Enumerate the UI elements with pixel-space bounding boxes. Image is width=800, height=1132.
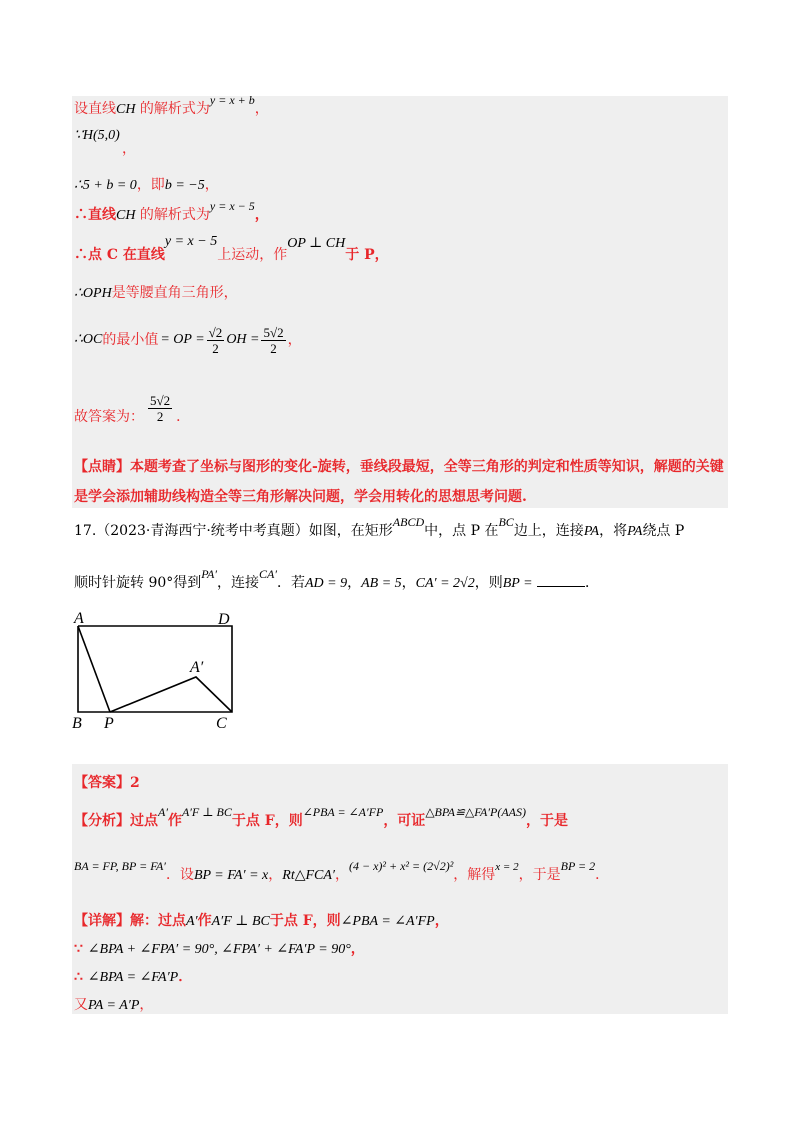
problem-source: （2023·青海西宁·统考中考真题） [96, 523, 309, 539]
math: AD = 9 [304, 576, 348, 591]
math: A′F ⊥ BC [181, 805, 232, 819]
numerator: √2 [208, 324, 223, 340]
solution-line-7 [74, 320, 302, 360]
math: b = −5 [164, 178, 205, 193]
math: Rt△FCA′ [282, 868, 335, 883]
text: ，将 [599, 523, 628, 539]
math: ∵H(5,0) [74, 128, 120, 143]
text: 的最小值 [102, 332, 159, 348]
solution-line-6 [74, 284, 238, 303]
math: y = x − 5 [164, 234, 218, 249]
text: ，可证 [383, 813, 426, 829]
text: ． [178, 969, 193, 985]
text: ． [176, 409, 191, 425]
math: AB = 5 [361, 576, 402, 591]
text: 顺时针旋转 90°得到 [74, 575, 202, 591]
math: CH [116, 208, 136, 223]
solution-line-2 [74, 126, 120, 145]
label-b: B [72, 715, 82, 732]
math: A′ [158, 805, 168, 819]
solution-line-1 [74, 93, 269, 119]
numerator: 5√2 [150, 393, 171, 408]
text: ， [139, 997, 154, 1013]
text: ， [254, 101, 269, 117]
math: A′F ⊥ BC [211, 914, 270, 929]
math: ∴5 + b = 0 [74, 178, 137, 193]
denominator: 2 [156, 409, 164, 424]
text: ， [254, 207, 269, 223]
math: △BPA≌△FA′P(AAS) [425, 805, 526, 819]
solution-line-2-end [122, 140, 136, 158]
text: 设直线 [74, 101, 116, 117]
text: ， [347, 575, 362, 591]
math: BA = FP, BP = FA′ [74, 859, 166, 873]
fraction [148, 393, 172, 424]
text: 如图，在矩形 [308, 523, 393, 539]
text: 过点 [130, 813, 158, 829]
solution-line-3 [74, 176, 219, 195]
math: BP = FA′ = x [193, 868, 269, 883]
label-a: A [74, 610, 84, 627]
label-d: D [218, 611, 230, 628]
answer-blank[interactable] [537, 574, 585, 587]
answer-value: 2 [130, 775, 140, 791]
math: OP ⊥ CH [287, 236, 346, 251]
text: 解：过点 [130, 913, 186, 929]
segment-pa [78, 626, 110, 712]
text: ． [595, 867, 610, 883]
math: ∴OPH [74, 286, 112, 301]
comment-label: 【点睛】 [74, 459, 130, 475]
text: 本题考查了坐标与图形的变化-旋转，垂线段最短，全等三角形的判定和性质等知识，解题的关键 [130, 459, 724, 475]
fraction [207, 325, 225, 356]
label-c: C [216, 715, 227, 732]
detail-label: 【详解】 [74, 913, 130, 929]
analysis-line-1 [74, 805, 568, 830]
text: 作 [167, 813, 182, 829]
answer-label: 【答案】 [74, 775, 130, 791]
math: PA [583, 524, 600, 539]
comment-line-2 [74, 488, 527, 506]
label-p: P [104, 715, 114, 732]
text: ，则 [474, 575, 503, 591]
math: y = x − 5 [209, 199, 255, 213]
text: ， [401, 575, 416, 591]
text: 作 [197, 913, 212, 929]
math: CA′ = 2√2 [415, 576, 475, 591]
math: x = 2 [495, 861, 519, 873]
text: ， [350, 941, 365, 957]
detail-line-2 [74, 940, 365, 959]
math: y = x + b [209, 93, 255, 107]
label-a-prime: A′ [190, 659, 204, 676]
text: 的解析式为 [135, 101, 210, 117]
text: ∴点 C 在直线 [74, 247, 165, 263]
text: ，连接 [217, 575, 260, 591]
text: 是等腰直角三角形， [111, 285, 238, 301]
math: PA = A′P [88, 998, 140, 1013]
text: ∴直线 [74, 207, 116, 223]
text: ， [287, 332, 302, 348]
solution-line-4 [74, 199, 269, 225]
detail-line-3 [74, 968, 192, 987]
math: CA′ [259, 567, 277, 581]
text: 于点 F，则 [231, 813, 303, 829]
detail-line-4 [74, 996, 153, 1015]
rectangle-abcd [78, 626, 232, 712]
math: OH = [226, 332, 260, 347]
text: ，于是 [518, 867, 561, 883]
text: 故答案为： [74, 409, 144, 425]
text: ， [122, 141, 136, 157]
answer-line [74, 386, 190, 426]
math: ∠PBA = ∠A′FP [302, 805, 384, 819]
problem-number: 17. [74, 523, 97, 539]
math: BP = 2 [560, 859, 596, 873]
comment-line-1 [74, 458, 724, 476]
math: BC [498, 515, 514, 529]
denominator: 2 [270, 340, 277, 356]
math: CH [116, 102, 136, 117]
math: A′ [186, 914, 198, 929]
math: (4 − x)² + x² = (2√2)² [348, 859, 454, 873]
text: ， [434, 913, 449, 929]
text: 边上，连接 [513, 523, 584, 539]
math: ∠PBA = ∠A′FP [340, 914, 435, 929]
text: 绕点 P [642, 523, 685, 539]
solution-line-5 [74, 234, 389, 265]
text: 的解析式为 [135, 207, 210, 223]
therefore-symbol: ∴ [74, 969, 83, 985]
problem-line-1 [74, 515, 685, 541]
denominator: 2 [212, 340, 219, 356]
math: ABCD [392, 515, 425, 529]
math: ∴OC [74, 332, 103, 347]
text: 上运动，作 [217, 247, 288, 263]
math: PA [627, 524, 643, 539]
detail-line-1 [74, 912, 449, 931]
math: ∠BPA + ∠FPA′ = 90°, ∠FPA′ + ∠FA′P = 90° [87, 942, 351, 957]
text: 于 P， [345, 247, 389, 263]
text: 于点 F，则 [269, 913, 341, 929]
analysis-label: 【分析】 [74, 813, 130, 829]
problem-line-2 [74, 567, 600, 593]
segment-pa-prime-c [110, 677, 232, 712]
numerator: 5√2 [263, 324, 284, 340]
text: 是学会添加辅助线构造全等三角形解决问题，学会用转化的思想思考问题. [74, 489, 527, 505]
text: ， [204, 177, 219, 193]
because-symbol: ∵ [74, 941, 83, 957]
text: ．若 [276, 575, 305, 591]
math: = OP = [160, 332, 205, 347]
text: 又 [74, 997, 88, 1013]
text: ，解得 [453, 867, 496, 883]
text: 中，点 P 在 [424, 523, 499, 539]
text: ， [334, 867, 349, 883]
text: ．设 [165, 867, 194, 883]
text: ，于是 [526, 813, 568, 829]
text: ，即 [136, 177, 165, 193]
analysis-line-2 [74, 859, 610, 885]
answer-line-final [74, 774, 140, 792]
math: BP = [502, 576, 533, 591]
fraction [261, 325, 285, 356]
text: ． [585, 575, 600, 591]
math: ∠BPA = ∠FA′P [87, 970, 179, 985]
rectangle-figure [60, 604, 250, 734]
text: ， [268, 867, 283, 883]
math: PA′ [201, 567, 218, 581]
